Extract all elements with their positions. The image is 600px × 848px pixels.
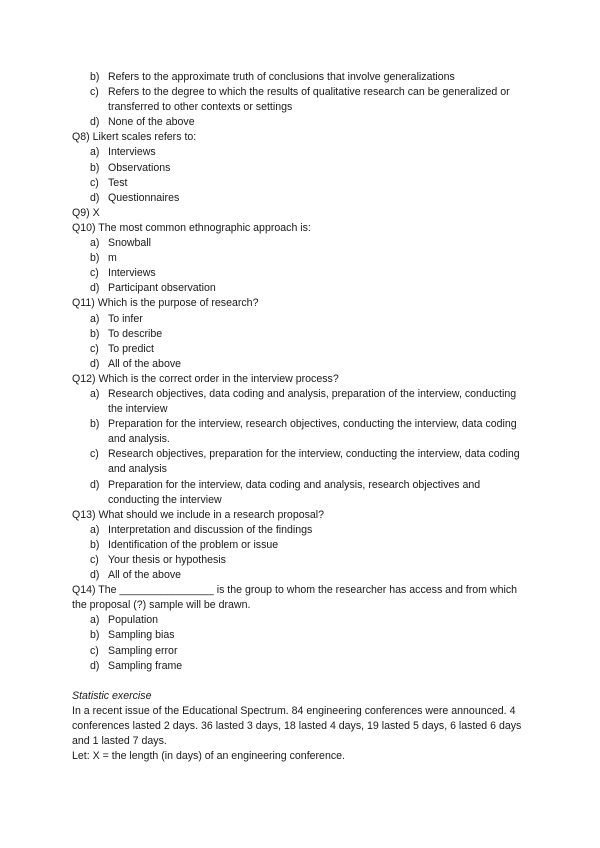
option-a: a) Population — [90, 614, 159, 627]
question-14: Q14) The ________________ is the group to whom the researcher has access and from which the proposal (?) sample will be drawn. — [72, 584, 518, 612]
option-a: a) Snowball — [90, 237, 151, 250]
document-content — [72, 70, 532, 764]
option-b: b) Refers to the approximate truth of conclusions that involve generalizations — [90, 71, 455, 83]
question-10: Q10) The most common ethnographic approach is: — [72, 221, 311, 234]
option-c: c) Test — [90, 176, 128, 189]
question-8: Q8) Likert scales refers to: — [72, 131, 197, 144]
question-12: Q12) Which is the correct order in the interview process? — [72, 372, 339, 385]
option-d: d) None of the above — [90, 116, 195, 129]
option-b: b) Observations — [90, 161, 171, 174]
section-spacer — [72, 674, 532, 689]
option-a: a) Research objectives, data coding and analysis, preparation of the interview, conducting the interview — [90, 387, 517, 416]
option-c: c) To predict — [90, 342, 154, 355]
question-12-options — [72, 387, 532, 508]
option-c: c) Research objectives, preparation for the interview, conducting the interview, data coding and analysis — [90, 448, 520, 476]
option-d: d) All of the above — [90, 569, 182, 582]
statistic-exercise-heading: Statistic exercise — [72, 689, 152, 702]
question-13: Q13) What should we include in a research proposal? — [72, 508, 325, 521]
option-d: d) Preparation for the interview, data coding and analysis, research objectives and conducting the interview — [90, 478, 481, 506]
statistic-exercise-let: Let: X = the length (in days) of an engineering conference. — [72, 750, 345, 763]
option-c: c) Sampling error — [90, 644, 178, 657]
question-9: Q9) X — [72, 206, 100, 219]
question-13-options — [72, 523, 532, 583]
option-b: b) Identification of the problem or issue — [90, 538, 279, 551]
prev-question-options — [72, 70, 532, 130]
question-11-options — [72, 312, 532, 372]
option-c: c) Interviews — [90, 267, 156, 280]
question-11: Q11) Which is the purpose of research? — [72, 297, 259, 310]
option-d: d) Questionnaires — [90, 191, 180, 204]
option-b: b) m — [90, 252, 117, 265]
option-d: d) Sampling frame — [90, 659, 183, 672]
statistic-exercise-paragraph: In a recent issue of the Educational Spectrum. 84 engineering conferences were announced. 4 conferences lasted 2 days. 36 lasted 3 days, 18 lasted 4 days, 19 lasted 5 days, 6 lasted 6 days and 1 lasted 7 days. — [72, 704, 522, 748]
option-c: c) Your thesis or hypothesis — [90, 554, 226, 566]
option-a: a) To infer — [90, 312, 143, 325]
question-14-options — [72, 613, 532, 673]
question-10-options — [72, 236, 532, 296]
option-d: d) Participant observation — [90, 282, 216, 295]
option-c: c) Refers to the degree to which the results of qualitative research can be generalized or transferred to other contexts or settings — [90, 86, 510, 114]
option-a: a) Interpretation and discussion of the findings — [90, 523, 313, 536]
option-b: b) To describe — [90, 327, 163, 340]
option-b: b) Sampling bias — [90, 629, 175, 642]
option-a: a) Interviews — [90, 146, 156, 159]
question-8-options — [72, 145, 532, 205]
option-b: b) Preparation for the interview, research objectives, conducting the interview, data coding and analysis. — [90, 418, 517, 446]
option-d: d) All of the above — [90, 357, 182, 370]
